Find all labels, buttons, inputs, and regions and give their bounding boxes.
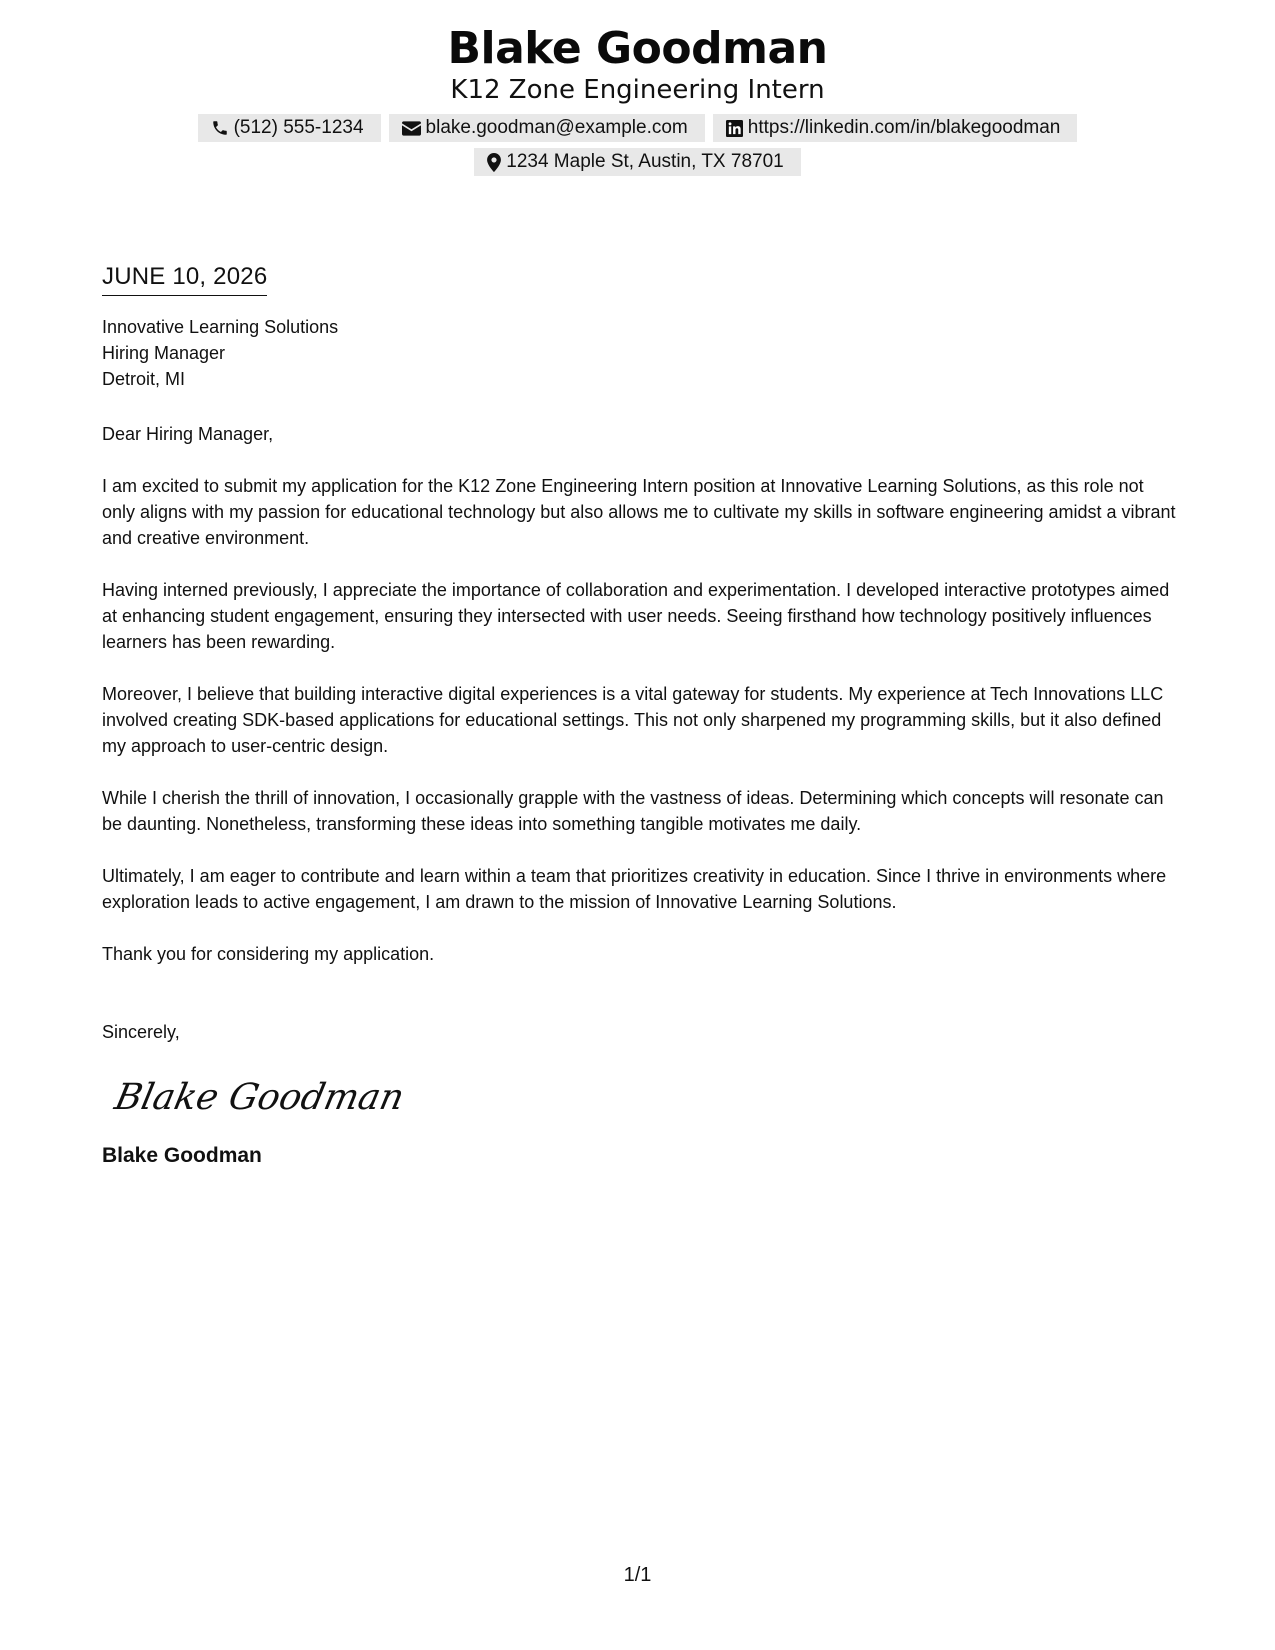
signed-name: Blake Goodman bbox=[102, 1144, 262, 1167]
paragraph-3: Moreover, I believe that building interactive digital experiences is a vital gateway for students. My experience at Tech Innovations LLC involved creating SDK-based applications for educational settings. This not only sharpened my programming skills, but it also defined my approach to user-centric design. bbox=[102, 684, 1164, 756]
contact-email[interactable] bbox=[389, 114, 705, 142]
letter-body bbox=[102, 260, 1177, 1171]
contact-phone[interactable] bbox=[198, 114, 381, 142]
envelope-icon bbox=[402, 121, 421, 136]
recipient-location: Detroit, MI bbox=[102, 369, 186, 389]
address-text: 1234 Maple St, Austin, TX 78701 bbox=[506, 151, 784, 172]
paragraph-1: I am excited to submit my application for the K12 Zone Engineering Intern position at Innovative Learning Solutions, as this role not only aligns with my passion for educational technology but also allows me to cultivate my skills in software engineering amidst a vibrant and creative environment. bbox=[102, 476, 1176, 548]
map-pin-icon bbox=[487, 153, 501, 172]
page-indicator: 1/1 bbox=[623, 1564, 652, 1586]
paragraph-6: Thank you for considering my application. bbox=[102, 944, 435, 964]
letter-header bbox=[0, 22, 1275, 176]
applicant-job-title: K12 Zone Engineering Intern bbox=[450, 75, 825, 105]
signature-text: Blake Goodman bbox=[111, 1075, 409, 1118]
salutation: Dear Hiring Manager, bbox=[102, 424, 274, 444]
linkedin-icon bbox=[726, 120, 743, 137]
applicant-name: Blake Goodman bbox=[447, 23, 828, 74]
phone-text: (512) 555-1234 bbox=[233, 117, 364, 138]
paragraph-4: While I cherish the thrill of innovation, I occasionally grapple with the vastness of ideas. Determining which concepts will resonate can be daunting. Nonetheless, transforming these ideas into something tangible motivates me daily. bbox=[102, 788, 1164, 834]
contact-address bbox=[474, 148, 800, 176]
letter-date: JUNE 10, 2026 bbox=[102, 260, 267, 296]
recipient-role: Hiring Manager bbox=[102, 343, 226, 363]
linkedin-text: https://linkedin.com/in/blakegoodman bbox=[747, 117, 1061, 138]
contact-row bbox=[0, 114, 1275, 142]
email-text: blake.goodman@example.com bbox=[425, 117, 688, 138]
closing: Sincerely, bbox=[102, 1022, 180, 1042]
phone-icon bbox=[211, 119, 229, 137]
recipient-block bbox=[102, 314, 1177, 392]
contact-row-2 bbox=[0, 148, 1275, 176]
handwritten-signature bbox=[112, 1067, 1177, 1127]
paragraph-5: Ultimately, I am eager to contribute and learn within a team that prioritizes creativity in education. Since I thrive in environments where exploration leads to active engagement, I am drawn to the mission of Innovative Learning Solutions. bbox=[102, 866, 1167, 912]
recipient-company: Innovative Learning Solutions bbox=[102, 317, 339, 337]
contact-linkedin[interactable] bbox=[713, 114, 1078, 142]
paragraph-2: Having interned previously, I appreciate the importance of collaboration and experimentation. I developed interactive prototypes aimed at enhancing student engagement, ensuring they intersected with user needs. Seeing firsthand how technology positively influences learners has been rewarding. bbox=[102, 580, 1170, 652]
